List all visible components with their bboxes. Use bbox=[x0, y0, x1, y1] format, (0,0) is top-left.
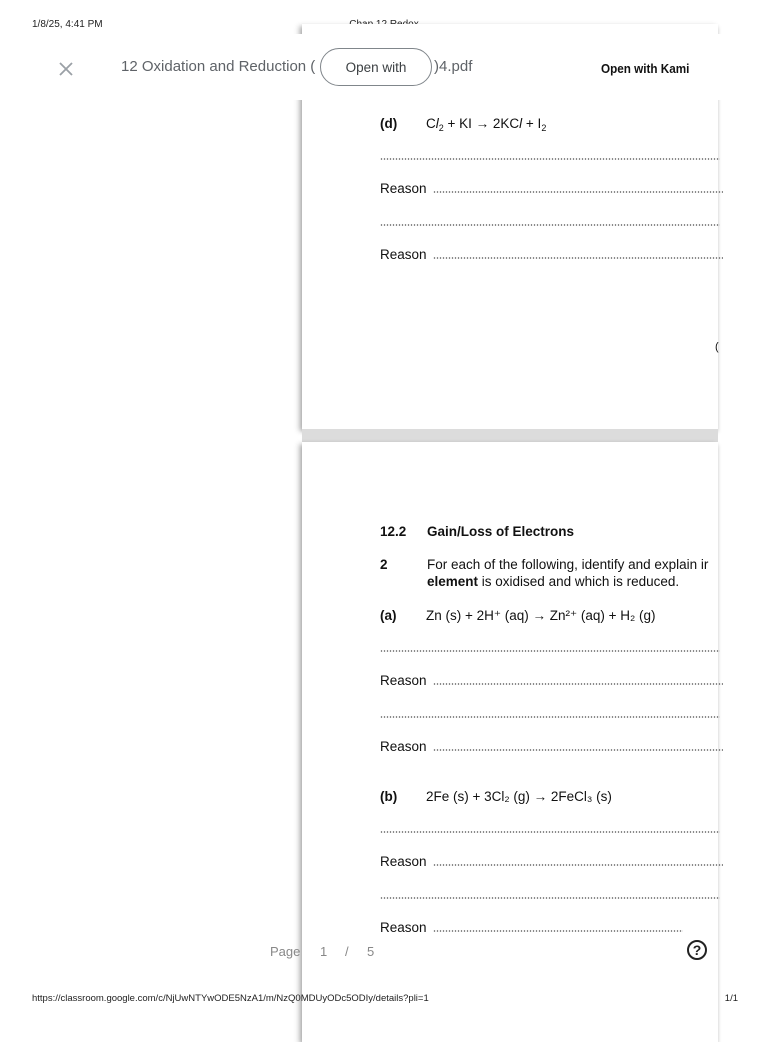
print-date: 1/8/25, 4:41 PM bbox=[32, 19, 103, 30]
part-b-label: (b) bbox=[380, 789, 398, 804]
open-with-button[interactable]: Open with bbox=[320, 48, 432, 86]
answer-line bbox=[380, 716, 720, 718]
reason-line bbox=[433, 749, 723, 751]
reason-label: Reason bbox=[380, 673, 427, 688]
file-title-tail: )4.pdf bbox=[434, 58, 473, 75]
answer-line bbox=[380, 831, 720, 833]
reason-label: Reason bbox=[380, 181, 427, 196]
help-button[interactable] bbox=[687, 940, 707, 960]
page-gap bbox=[302, 429, 718, 442]
print-page-number: 1/1 bbox=[724, 993, 738, 1004]
pdf-viewer bbox=[0, 34, 768, 984]
viewer-toolbar bbox=[0, 34, 768, 100]
reason-line bbox=[433, 683, 723, 685]
answer-line bbox=[380, 897, 720, 899]
section-title: Gain/Loss of Electrons bbox=[427, 524, 575, 539]
reason-line bbox=[433, 191, 723, 193]
section-number: 12.2 bbox=[380, 524, 407, 539]
question-text-line1: For each of the following, identify and explain ir bbox=[427, 557, 709, 572]
question-text-line2: element is oxidised and which is reduced. bbox=[427, 574, 680, 589]
open-with-kami-button[interactable]: Open with Kami bbox=[601, 61, 690, 76]
reason-label: Reason bbox=[380, 920, 427, 935]
answer-line bbox=[380, 158, 720, 160]
mark-fragment: ( bbox=[715, 341, 719, 353]
item-label-d: (d) bbox=[380, 116, 398, 131]
reason-line bbox=[433, 257, 723, 259]
close-button[interactable] bbox=[54, 58, 78, 80]
reason-line bbox=[433, 864, 723, 866]
part-a-equation: Zn (s) + 2H⁺ (aq) → Zn²⁺ (aq) + H₂ (g) bbox=[426, 608, 656, 623]
question-number: 2 bbox=[380, 557, 388, 572]
total-pages: 5 bbox=[367, 944, 375, 959]
reason-label: Reason bbox=[380, 854, 427, 869]
close-icon bbox=[58, 61, 74, 77]
answer-line bbox=[380, 650, 720, 652]
print-url: https://classroom.google.com/c/NjUwNTYwODE5NzA1/m/NzQ0MDUyODc5ODIy/details?pli=1 bbox=[32, 993, 429, 1004]
part-b-equation: 2Fe (s) + 3Cl₂ (g) → 2FeCl₃ (s) bbox=[426, 789, 612, 804]
reason-line bbox=[433, 930, 683, 932]
current-page[interactable]: 1 bbox=[320, 944, 328, 959]
page-label: Page bbox=[270, 944, 301, 959]
reason-label: Reason bbox=[380, 247, 427, 262]
equation-d: $Cl_2$ + KI → $2KCl + I_2$ bbox=[426, 116, 547, 133]
answer-line bbox=[380, 224, 720, 226]
page-separator: / bbox=[345, 944, 349, 959]
pdf-page-2 bbox=[302, 442, 718, 1042]
part-a-label: (a) bbox=[380, 608, 397, 623]
reason-label: Reason bbox=[380, 739, 427, 754]
print-footer bbox=[0, 993, 768, 1007]
help-circle-icon: ? bbox=[692, 942, 702, 958]
file-title-text: 12 Oxidation and Reduction ( bbox=[121, 58, 316, 75]
